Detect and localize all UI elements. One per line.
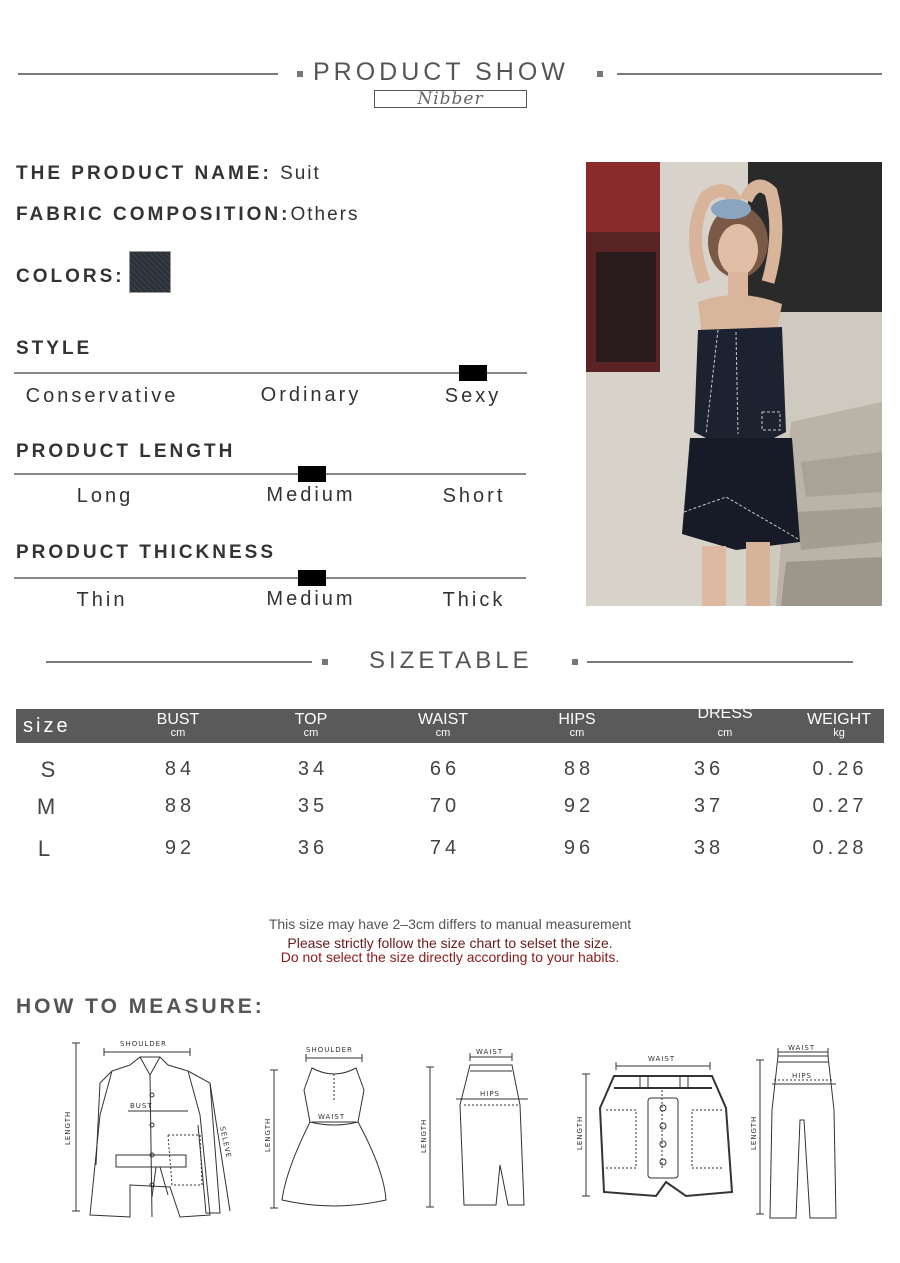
- top-cell: 34: [297, 758, 329, 780]
- header-rule-left: [18, 73, 278, 75]
- header-rule-right: [617, 73, 882, 75]
- pants-diagram: [750, 1040, 850, 1225]
- hips-cell: 88: [563, 758, 595, 780]
- dress-waist-label: WAIST: [318, 1113, 346, 1121]
- pants-hips-label: HIPS: [792, 1072, 812, 1080]
- hips-cell: 92: [563, 795, 595, 817]
- style-scale-line: [14, 372, 527, 374]
- colors-label: COLORS:: [16, 266, 125, 287]
- col-header-bust: BUST cm: [156, 711, 200, 739]
- jacket-bust-label: BUST: [130, 1102, 153, 1110]
- header-bullet-right: [597, 71, 603, 77]
- col-header-hips: HIPS cm: [558, 711, 596, 739]
- length-option-long: Long: [76, 485, 134, 507]
- shorts-diagram: [576, 1050, 746, 1205]
- jacket-sleeve-label: SELEVE: [218, 1125, 233, 1160]
- bust-cell: 84: [164, 758, 196, 780]
- weight-cell: 0.26: [812, 758, 868, 780]
- thickness-option-thin: Thin: [76, 589, 128, 611]
- waist-cell: 70: [429, 795, 461, 817]
- skirt-waist-label: WAIST: [476, 1048, 504, 1056]
- skirt-length-label: LENGTH: [420, 1118, 428, 1153]
- style-option-sexy: Sexy: [444, 385, 502, 407]
- length-title: PRODUCT LENGTH: [16, 441, 236, 462]
- fabric-value: Others: [290, 204, 360, 225]
- style-option-conservative: Conservative: [25, 385, 179, 407]
- brand-box: [374, 90, 527, 108]
- style-title: STYLE: [16, 338, 93, 359]
- waist-cell: 66: [429, 758, 461, 780]
- shorts-length-label: LENGTH: [576, 1115, 584, 1150]
- dress-diagram: [264, 1040, 394, 1215]
- top-cell: 36: [297, 837, 329, 859]
- sizetable-bullet-right: [572, 659, 578, 665]
- size-note-warning-1: Please strictly follow the size chart to selset the size.: [287, 935, 613, 951]
- how-to-measure-title: HOW TO MEASURE:: [16, 995, 265, 1018]
- skirt-diagram: [420, 1045, 540, 1215]
- col-header-weight: WEIGHT kg: [807, 711, 871, 739]
- size-note-warning-2: Do not select the size directly according to your habits.: [280, 949, 620, 965]
- weight-cell: 0.27: [812, 795, 868, 817]
- size-cell: M: [36, 794, 60, 819]
- product-name-value: Suit: [280, 163, 321, 184]
- jacket-diagram: [60, 1035, 240, 1225]
- pants-length-label: LENGTH: [750, 1115, 758, 1150]
- size-header-cell: size: [23, 715, 71, 737]
- col-header-waist: WAIST cm: [417, 711, 469, 739]
- shorts-waist-label: WAIST: [648, 1055, 676, 1063]
- page-title: PRODUCT SHOW: [313, 58, 569, 86]
- col-header-dress: DRESS cm: [697, 705, 753, 739]
- brand-name: Nibber: [417, 89, 484, 109]
- top-cell: 35: [297, 795, 329, 817]
- product-name-row: [16, 163, 321, 185]
- jacket-shoulder-label: SHOULDER: [120, 1040, 167, 1048]
- dress-cell: 38: [693, 837, 725, 859]
- size-table-header: [16, 705, 884, 743]
- product-photo: [586, 162, 882, 606]
- sizetable-title: SIZETABLE: [369, 647, 533, 674]
- sizetable-rule-left: [46, 661, 312, 663]
- sizetable-bullet-left: [322, 659, 328, 665]
- col-header-top: TOP cm: [294, 711, 328, 739]
- hips-cell: 96: [563, 837, 595, 859]
- bust-cell: 92: [164, 837, 196, 859]
- product-name-label: THE PRODUCT NAME:: [16, 163, 272, 184]
- length-marker: [298, 466, 326, 482]
- skirt-hips-label: HIPS: [480, 1090, 500, 1098]
- dress-cell: 36: [693, 758, 725, 780]
- size-cell: S: [40, 757, 60, 782]
- length-option-medium: Medium: [266, 484, 356, 506]
- fabric-label: FABRIC COMPOSITION:: [16, 204, 291, 225]
- length-scale-line: [14, 473, 526, 475]
- thickness-scale-line: [14, 577, 526, 579]
- thickness-option-medium: Medium: [266, 588, 356, 610]
- fabric-row: [16, 204, 359, 226]
- header-bullet-left: [297, 71, 303, 77]
- thickness-title: PRODUCT THICKNESS: [16, 542, 277, 563]
- thickness-marker: [298, 570, 326, 586]
- sizetable-rule-right: [587, 661, 853, 663]
- weight-cell: 0.28: [812, 837, 868, 859]
- bust-cell: 88: [164, 795, 196, 817]
- size-cell: L: [37, 836, 55, 861]
- dress-length-label: LENGTH: [264, 1117, 272, 1152]
- jacket-length-label: LENGTH: [64, 1110, 72, 1145]
- style-option-ordinary: Ordinary: [260, 384, 362, 406]
- pants-waist-label: WAIST: [788, 1044, 816, 1052]
- dress-cell: 37: [693, 795, 725, 817]
- dress-shoulder-label: SHOULDER: [306, 1046, 353, 1054]
- waist-cell: 74: [429, 837, 461, 859]
- thickness-option-thick: Thick: [442, 589, 506, 611]
- size-note-measurement: This size may have 2–3cm differs to manual measurement: [268, 916, 632, 932]
- style-marker: [459, 365, 487, 381]
- color-swatch[interactable]: [130, 252, 170, 292]
- product-photo-illustration: [586, 162, 882, 606]
- length-option-short: Short: [442, 485, 506, 507]
